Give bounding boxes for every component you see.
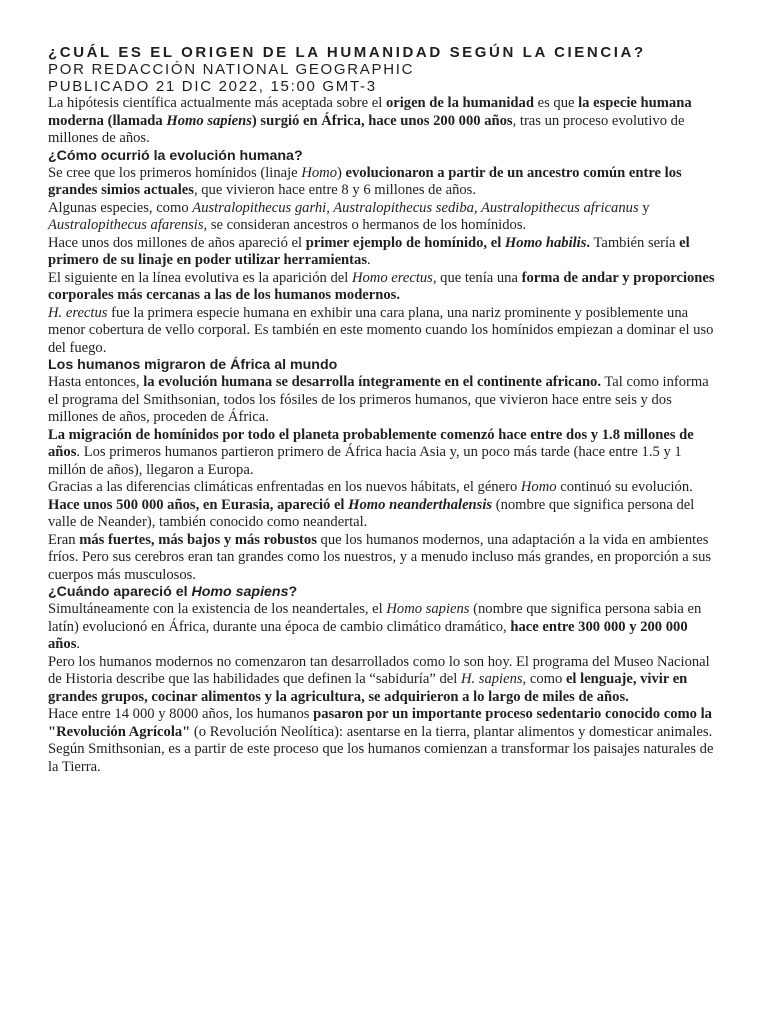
intro-paragraph: La hipótesis científica actualmente más aceptada sobre el origen de la humanidad es que la especie humana moderna (llamada Homo sapiens) surgió en África, hace unos 200 000 años, tras un proceso evolutivo de millones de años. xyxy=(48,95,692,146)
section-heading-evolution: ¿Cómo ocurrió la evolución humana? xyxy=(48,147,303,164)
paragraph: Se cree que los primeros homínidos (linaje Homo) evolucionaron a partir de un ancestro común entre los grandes simios actuales, que vivieron hace entre 8 y 6 millones de años. xyxy=(48,164,682,198)
paragraph: Hace unos dos millones de años apareció el primer ejemplo de homínido, el Homo habilis. También sería el primero de su linaje en poder utilizar herramientas. xyxy=(48,234,690,268)
section-heading-sapiens: ¿Cuándo apareció el Homo sapiens? xyxy=(48,584,298,600)
paragraph: Eran más fuertes, más bajos y más robustos que los humanos modernos, una adaptación a la vida en ambientes fríos. Pero sus cerebros eran tan grandes como los nuestros, y a menudo incluso más grandes, en proporción a sus cuerpos más musculosos. xyxy=(48,531,712,583)
paragraph: Pero los humanos modernos no comenzaron tan desarrollados como lo son hoy. El programa del Museo Nacional de Historia describe que las habilidades que definen la “sabiduría” del H. sapiens, como el lenguaje, vivir en grandes grupos, cocinar alimentos y la agricultura, se adquirieron a lo largo de miles de años. xyxy=(48,653,710,705)
article-title: ¿CUÁL ES EL ORIGEN DE LA HUMANIDAD SEGÚN LA CIENCIA? xyxy=(48,44,646,61)
publish-date: PUBLICADO 21 DIC 2022, 15:00 GMT-3 xyxy=(48,78,377,95)
paragraph: H. erectus fue la primera especie humana en exhibir una cara plana, una nariz prominente y posiblemente una menor cobertura de vello corporal. Es también en este momento cuando los homínidos empiezan a dominar el uso del fuego. xyxy=(48,304,714,356)
paragraph: Simultáneamente con la existencia de los neandertales, el Homo sapiens (nombre que significa persona sabia en latín) evolucionó en África, durante una época de cambio climático dramático, hace entre 300 000 y 200 000 años. xyxy=(48,601,702,652)
section-heading-migration: Los humanos migraron de África al mundo xyxy=(48,357,338,373)
byline: POR REDACCIÓN NATIONAL GEOGRAPHIC xyxy=(48,61,415,78)
paragraph: La migración de homínidos por todo el planeta probablemente comenzó hace entre dos y 1.8 millones de años. Los primeros humanos partieron primero de África hacia Asia y, un poco más tarde (hace entre 1.5 y 1 millón de años), llegaron a Europa. xyxy=(48,426,694,478)
paragraph: El siguiente en la línea evolutiva es la aparición del Homo erectus, que tenía una forma de andar y proporciones corporales más cercanas a las de los humanos modernos. xyxy=(48,269,715,303)
paragraph: Gracias a las diferencias climáticas enfrentadas en los nuevos hábitats, el género Homo continuó su evolución. Hace unos 500 000 años, en Eurasia, apareció el Homo neanderthalensis (nombre que significa persona del valle de Neander), también conocido como neandertal. xyxy=(48,479,695,530)
paragraph: Algunas especies, como Australopithecus garhi, Australopithecus sediba, Australopithecus africanus y Australopithecus afarensis, se consideran ancestros o hermanos de los homínidos. xyxy=(48,199,650,233)
paragraph: Hasta entonces, la evolución humana se desarrolla íntegramente en el continente africano. Tal como informa el programa del Smithsonian, todos los fósiles de los primeros humanos, que vivieron hace entre seis y dos millones de años, proceden de África. xyxy=(48,374,709,425)
paragraph: Hace entre 14 000 y 8000 años, los humanos pasaron por un importante proceso sedentario conocido como la "Revolución Agrícola" (o Revolución Neolítica): asentarse en la tierra, plantar alimentos y domesticar animales. Según Smithsonian, es a partir de este proceso que los humanos comienzan a transformar los paisajes naturales de la Tierra. xyxy=(48,706,714,775)
